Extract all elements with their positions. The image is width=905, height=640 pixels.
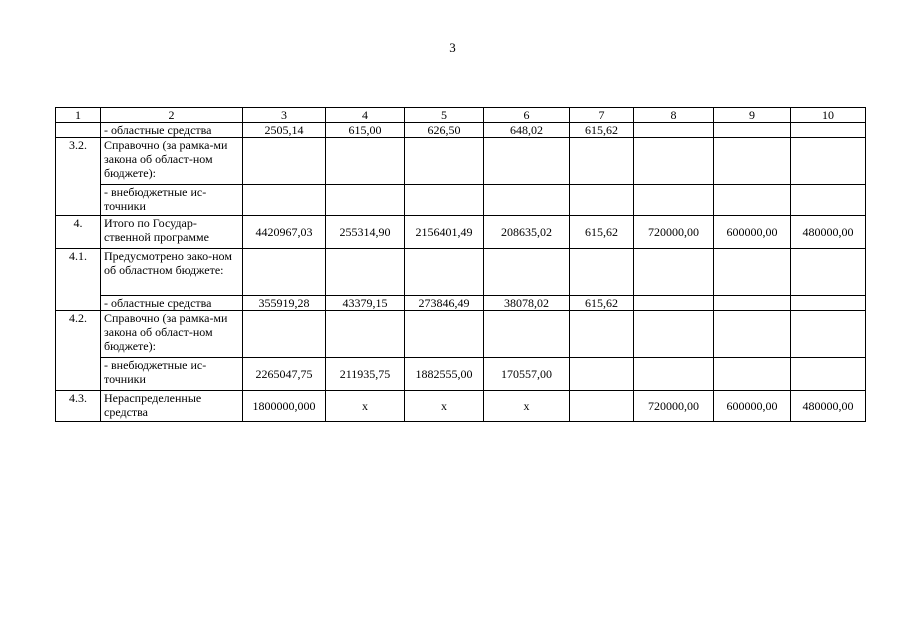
table-cell xyxy=(326,138,405,185)
table-cell: 1882555,00 xyxy=(405,358,484,391)
table-cell xyxy=(634,249,714,296)
row-description: Справочно (за рамка-ми закона об област-ном бюджете): xyxy=(101,311,243,358)
table-cell xyxy=(791,185,866,216)
table-cell xyxy=(714,185,791,216)
table-cell xyxy=(405,185,484,216)
table-cell xyxy=(484,249,570,296)
table-cell xyxy=(243,185,326,216)
table-cell: 600000,00 xyxy=(714,391,791,422)
row-id: 4. xyxy=(56,216,101,249)
table-cell xyxy=(326,185,405,216)
table-cell xyxy=(714,249,791,296)
table-cell: 2265047,75 xyxy=(243,358,326,391)
table-cell: 170557,00 xyxy=(484,358,570,391)
table-cell xyxy=(634,123,714,138)
table-cell xyxy=(570,358,634,391)
table-cell: 208635,02 xyxy=(484,216,570,249)
table-cell xyxy=(791,138,866,185)
column-header: 1 xyxy=(56,108,101,123)
row-description: - внебюджетные ис-точники xyxy=(101,358,243,391)
table-cell xyxy=(243,249,326,296)
table-row xyxy=(56,311,866,358)
table-cell xyxy=(791,358,866,391)
column-header: 2 xyxy=(101,108,243,123)
table-cell: 615,62 xyxy=(570,123,634,138)
table-cell xyxy=(634,138,714,185)
table-row xyxy=(56,358,866,391)
table-cell: 1800000,000 xyxy=(243,391,326,422)
table-cell xyxy=(484,185,570,216)
table-cell xyxy=(634,185,714,216)
column-header: 4 xyxy=(326,108,405,123)
table-cell: х xyxy=(484,391,570,422)
table-cell xyxy=(570,185,634,216)
table-cell: 615,62 xyxy=(570,296,634,311)
row-description: Предусмотрено зако-ном об областном бюджете: xyxy=(101,249,243,296)
row-id: 4.1. xyxy=(56,249,101,311)
row-id: 4.3. xyxy=(56,391,101,422)
table-cell xyxy=(405,311,484,358)
table-cell xyxy=(714,311,791,358)
table-cell xyxy=(714,296,791,311)
table-cell xyxy=(405,249,484,296)
table-cell xyxy=(484,138,570,185)
row-description: - областные средства xyxy=(101,296,243,311)
table-cell: 648,02 xyxy=(484,123,570,138)
table-cell: 2505,14 xyxy=(243,123,326,138)
table-row xyxy=(56,249,866,296)
row-id: 4.2. xyxy=(56,311,101,391)
row-id: 3.2. xyxy=(56,138,101,216)
table-cell: 626,50 xyxy=(405,123,484,138)
table-cell: 2156401,49 xyxy=(405,216,484,249)
table-cell xyxy=(243,138,326,185)
table-cell xyxy=(405,138,484,185)
page-number: 3 xyxy=(449,40,456,55)
table-row xyxy=(56,216,866,249)
column-header: 9 xyxy=(714,108,791,123)
column-header: 6 xyxy=(484,108,570,123)
table-row xyxy=(56,138,866,185)
table-cell: х xyxy=(326,391,405,422)
column-header: 3 xyxy=(243,108,326,123)
table-cell xyxy=(570,311,634,358)
table-cell: 615,00 xyxy=(326,123,405,138)
table-cell: 480000,00 xyxy=(791,391,866,422)
table-cell xyxy=(714,138,791,185)
table-cell: 255314,90 xyxy=(326,216,405,249)
column-header: 7 xyxy=(570,108,634,123)
table-cell xyxy=(634,296,714,311)
table-cell: 600000,00 xyxy=(714,216,791,249)
table-cell: 615,62 xyxy=(570,216,634,249)
table-cell: 720000,00 xyxy=(634,216,714,249)
table-cell: х xyxy=(405,391,484,422)
row-description: Справочно (за рамка-ми закона об област-ном бюджете): xyxy=(101,138,243,185)
table-cell: 211935,75 xyxy=(326,358,405,391)
column-header: 10 xyxy=(791,108,866,123)
table-cell xyxy=(634,311,714,358)
table-cell xyxy=(326,311,405,358)
table-cell xyxy=(791,123,866,138)
column-header: 8 xyxy=(634,108,714,123)
table-cell: 273846,49 xyxy=(405,296,484,311)
table-cell xyxy=(791,249,866,296)
table-cell xyxy=(570,391,634,422)
table-row xyxy=(56,123,866,138)
table-cell xyxy=(570,138,634,185)
table-cell xyxy=(484,311,570,358)
table-cell xyxy=(714,123,791,138)
table-cell xyxy=(791,311,866,358)
table-cell: 43379,15 xyxy=(326,296,405,311)
table-cell xyxy=(634,358,714,391)
row-description: - областные средства xyxy=(101,123,243,138)
table-header-row xyxy=(56,108,866,123)
column-header: 5 xyxy=(405,108,484,123)
row-description: Нераспределенные средства xyxy=(101,391,243,422)
table-cell xyxy=(570,249,634,296)
table-cell: 720000,00 xyxy=(634,391,714,422)
row-id xyxy=(56,123,101,138)
table-row xyxy=(56,391,866,422)
table-cell xyxy=(326,249,405,296)
budget-table xyxy=(55,107,866,422)
row-description: - внебюджетные ис-точники xyxy=(101,185,243,216)
row-description: Итого по Государ-ственной программе xyxy=(101,216,243,249)
table-row xyxy=(56,296,866,311)
table-cell: 4420967,03 xyxy=(243,216,326,249)
table-cell xyxy=(714,358,791,391)
table-cell xyxy=(243,311,326,358)
table-cell xyxy=(791,296,866,311)
table-cell: 355919,28 xyxy=(243,296,326,311)
table-cell: 38078,02 xyxy=(484,296,570,311)
table-row xyxy=(56,185,866,216)
table-cell: 480000,00 xyxy=(791,216,866,249)
